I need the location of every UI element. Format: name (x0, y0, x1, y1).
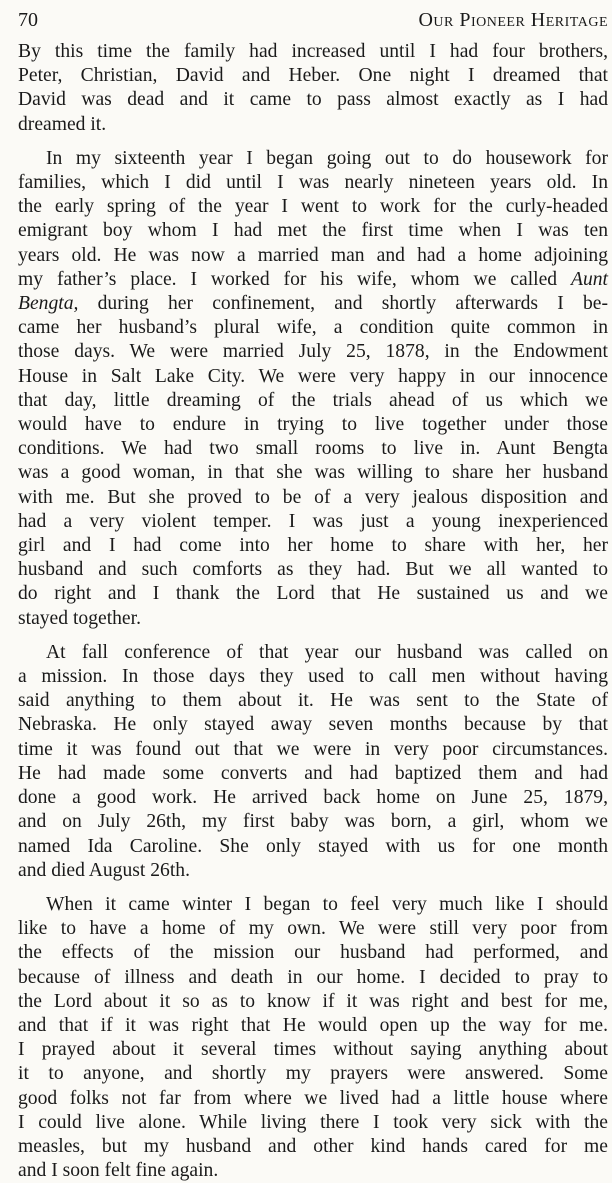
italic-name: Bengta, (18, 293, 79, 315)
text-line: and on July 26th, my first baby was born, a girl, whom we (18, 811, 608, 833)
text-line: that day, little dreaming of the trials ahead of us which we (18, 389, 608, 411)
text-line: with me. But she proved to be of a very jealous disposition and (18, 486, 608, 508)
text-line: By this time the family had increased until I had four brothers, (18, 41, 608, 62)
text-line: stayed together. (18, 607, 141, 629)
text-line: like to have a home of my own. We were still very poor from (18, 918, 608, 940)
text-line: dreamed it. (18, 113, 107, 135)
text-line: and died August 26th. (18, 859, 190, 881)
text-line: When it came winter I began to feel very much like I should (46, 893, 608, 915)
text-line: said anything to them about it. He was sent to the State of (18, 690, 608, 712)
text-line: do right and I thank the Lord that He sustained us and we (18, 583, 608, 605)
text-line: time it was found out that we were in very poor circumstances. (18, 738, 608, 760)
text-line: would have to endure in trying to live together under those (18, 414, 608, 436)
text-line-with-italic (18, 292, 608, 316)
text-line: Peter, Christian, David and Heber. One night I dreamed that (18, 65, 608, 87)
text-line: done a good work. He arrived back home on June 25, 1879, (18, 787, 608, 809)
text-line: families, which I did until I was nearly nineteen years old. In (18, 172, 608, 194)
text-fragment: during her confinement, and shortly afterwards I be- (78, 293, 608, 315)
text-line: I could live alone. While living there I took very sick with the (18, 1111, 608, 1133)
text-line: good folks not far from where we lived had a little house where (18, 1087, 608, 1109)
text-line: was a good woman, in that she was willing to share her husband (18, 462, 608, 484)
text-fragment: my father’s place. I worked for his wife, whom we called (18, 268, 571, 290)
text-line: At fall conference of that year our husband was called on (46, 641, 608, 663)
running-head (18, 6, 608, 34)
text-line: the early spring of the year I went to work for the curly-headed (18, 196, 608, 218)
paragraph-3 (18, 641, 608, 883)
text-line: it to anyone, and shortly my prayers were answered. Some (18, 1063, 608, 1085)
text-line: David was dead and it came to pass almost exactly as I had (18, 89, 608, 111)
paragraph-4 (18, 893, 608, 1183)
text-line: emigrant boy whom I had met the first time when I was ten (18, 220, 608, 242)
text-line: and that if it was right that He would open up the way for me. (18, 1014, 608, 1036)
text-line: because of illness and death in our home. I decided to pray to (18, 966, 608, 988)
paragraph-2 (18, 147, 608, 631)
text-line: husband and such comforts as they had. But we all wanted to (18, 559, 608, 581)
text-line: those days. We were married July 25, 1878, in the Endowment (18, 341, 608, 363)
paragraph-1 (18, 40, 608, 137)
page-number: 70 (18, 9, 38, 31)
text-line: House in Salt Lake City. We were very happy in our innocence (18, 365, 608, 387)
text-line: He had made some converts and had baptized them and had (18, 762, 608, 784)
text-line: measles, but my husband and other kind hands cared for me (18, 1135, 608, 1157)
italic-name: Aunt (570, 268, 608, 290)
text-line: I prayed about it several times without saying anything about (18, 1039, 608, 1061)
text-line-with-italic (18, 268, 608, 292)
text-line: In my sixteenth year I began going out to do housework for (46, 147, 608, 169)
book-page (18, 6, 608, 1183)
text-line: conditions. We had two small rooms to live in. Aunt Bengta (18, 438, 608, 460)
body-text (18, 40, 608, 1183)
text-line: years old. He was now a married man and had a home adjoining (18, 244, 608, 266)
running-title: Our Pioneer Heritage (418, 9, 608, 31)
text-line: the effects of the mission our husband had performed, and (18, 942, 608, 964)
text-line: came her husband’s plural wife, a condition quite common in (18, 317, 608, 339)
text-line: the Lord about it so as to know if it was right and best for me, (18, 990, 608, 1012)
text-line: girl and I had come into her home to share with her, her (18, 535, 608, 557)
text-line: a mission. In those days they used to call men without having (18, 666, 608, 688)
text-line: Nebraska. He only stayed away seven months because by that (18, 714, 608, 736)
text-line: had a very violent temper. I was just a young inexperienced (18, 510, 608, 532)
text-line: and I soon felt fine again. (18, 1160, 219, 1182)
text-line: named Ida Caroline. She only stayed with us for one month (18, 835, 608, 857)
